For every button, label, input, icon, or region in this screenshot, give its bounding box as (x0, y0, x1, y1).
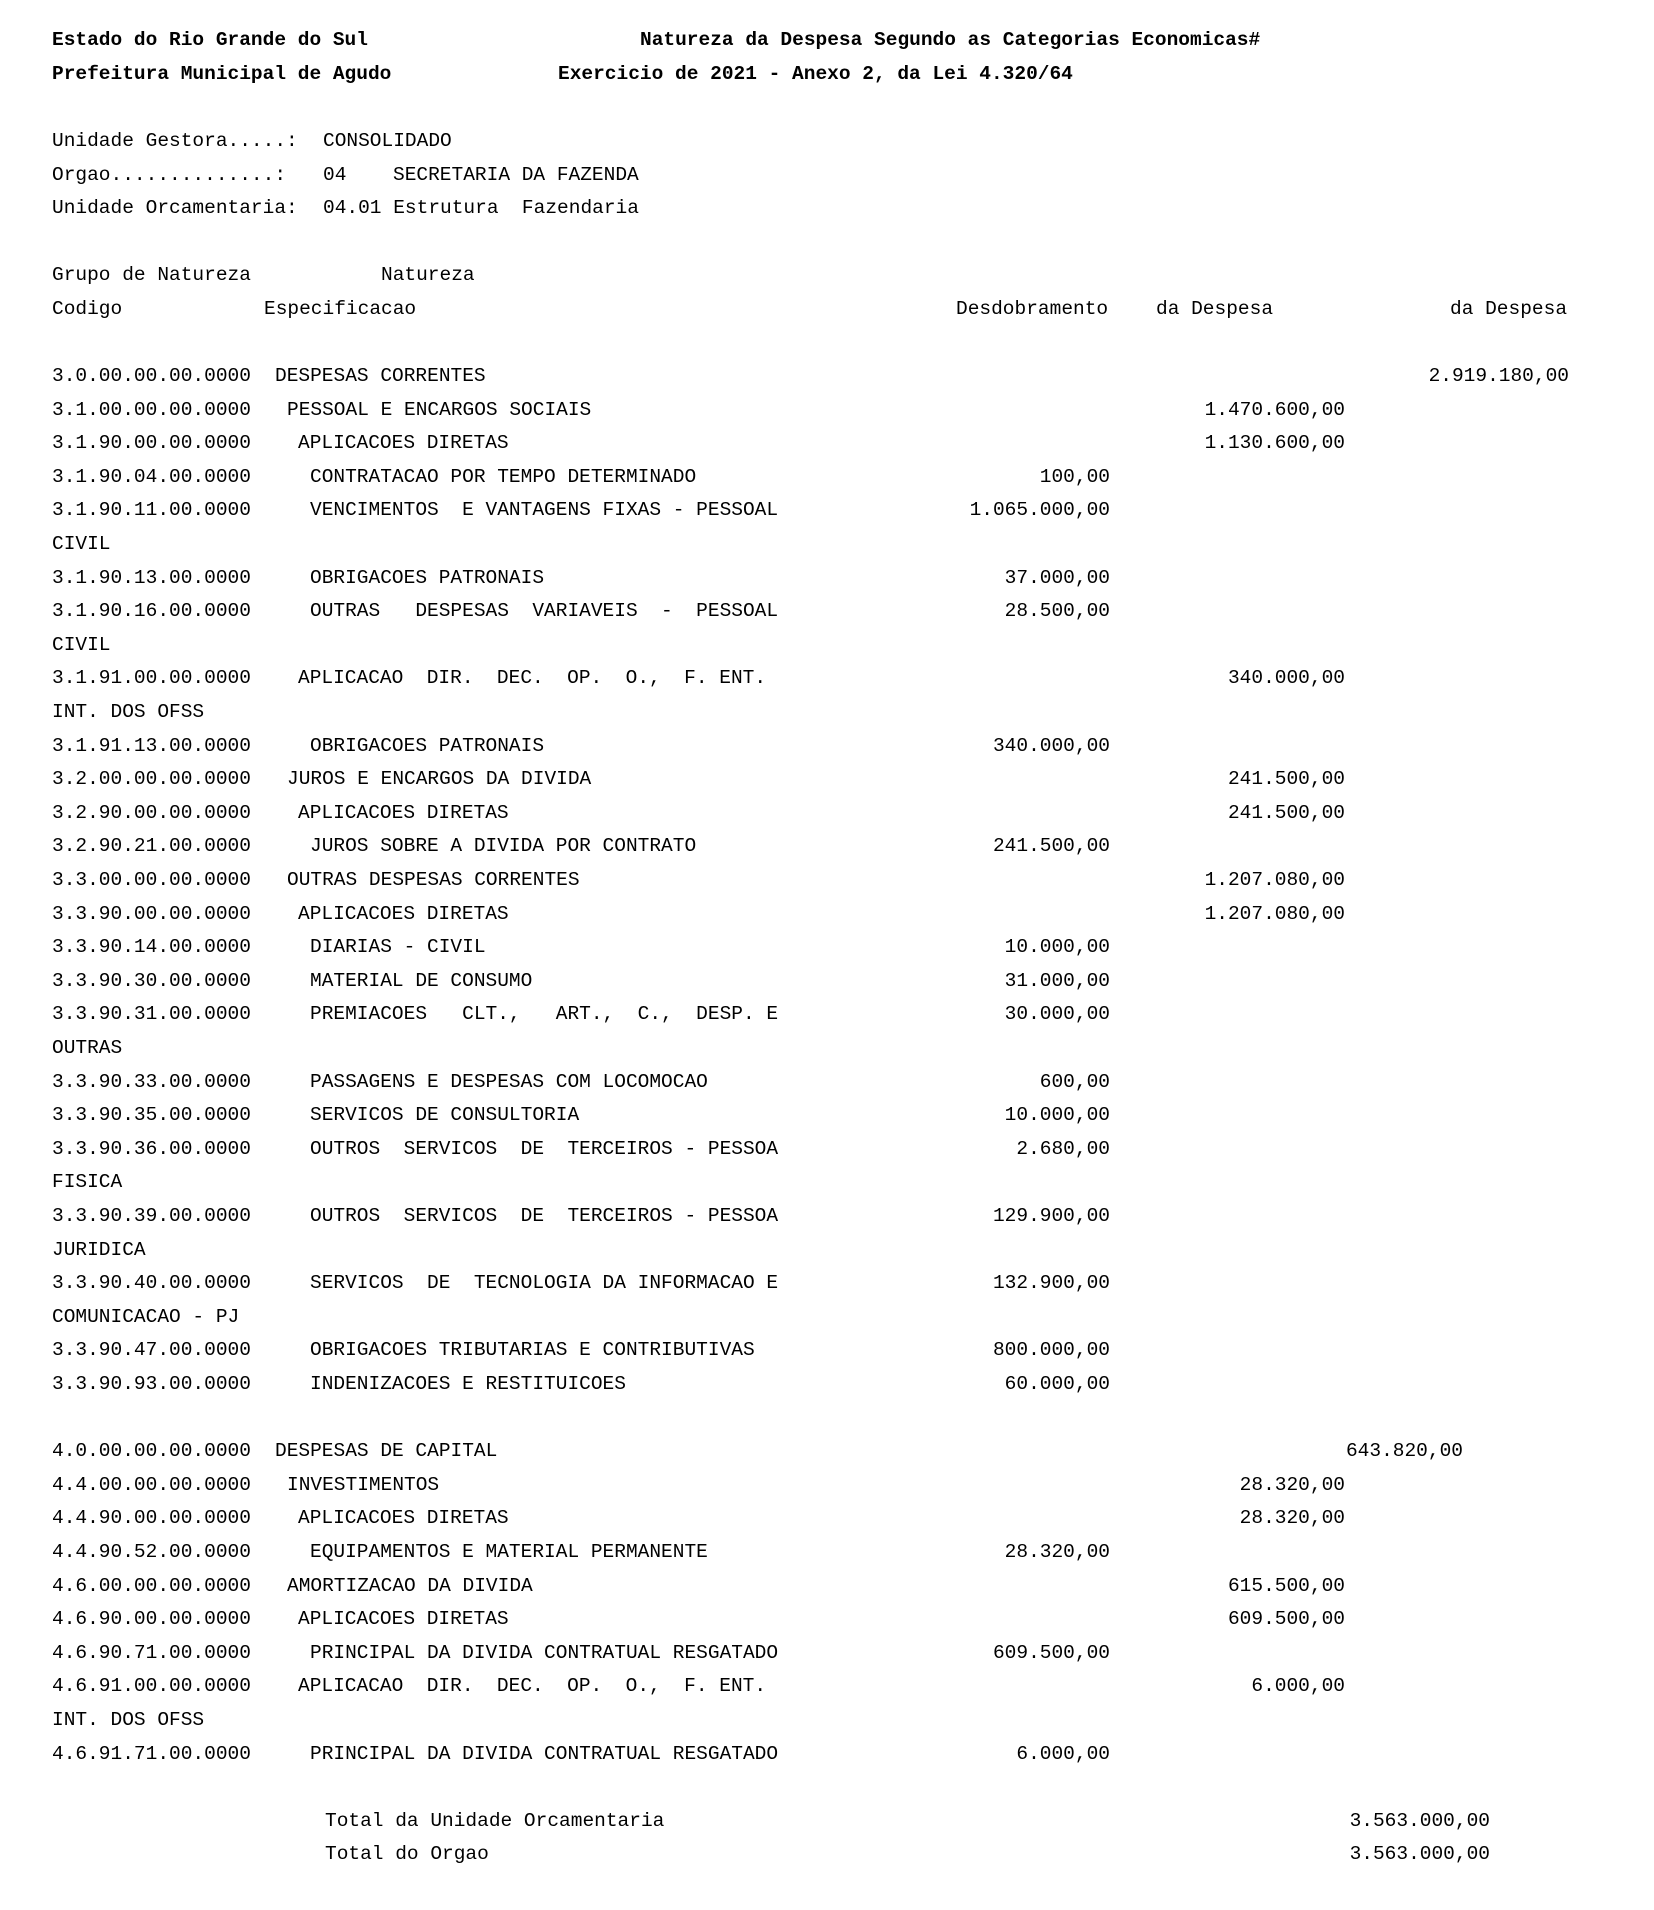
row-categoria-value: 643.820,00 (1345, 1440, 1463, 1463)
row-code: 3.2.90.00.00.0000 (52, 801, 251, 824)
row-natureza-value: 241.500,00 (1227, 768, 1345, 791)
row-specification: PESSOAL E ENCARGOS SOCIAIS (287, 398, 592, 421)
row-code: 3.3.90.36.00.0000 (52, 1137, 251, 1160)
row-code: 3.3.90.93.00.0000 (52, 1373, 251, 1395)
row-code: 3.3.90.00.00.0000 (52, 902, 251, 925)
row-code: 3.1.91.13.00.0000 (52, 734, 251, 757)
row-code: 3.1.90.13.00.0000 (52, 566, 251, 589)
report-title: Natureza da Despesa Segundo as Categorias Economicas# (640, 29, 1261, 51)
row-specification: PREMIACOES CLT., ART., C., DESP. E (310, 1003, 779, 1026)
row-specification: CONTRATACAO POR TEMPO DETERMINADO (310, 465, 697, 488)
row-specification: PASSAGENS E DESPESAS COM LOCOMOCAO (310, 1070, 708, 1093)
row-desdobramento-value: 132.900,00 (992, 1272, 1110, 1295)
row-specification: EQUIPAMENTOS E MATERIAL PERMANENTE (310, 1541, 708, 1563)
row-code: 3.3.90.31.00.0000 (52, 1003, 251, 1026)
row-specification: PRINCIPAL DA DIVIDA CONTRATUAL RESGATADO (310, 1641, 779, 1664)
row-natureza-value: 615.500,00 (1227, 1574, 1345, 1597)
row-desdobramento-value: 600,00 (1039, 1070, 1110, 1093)
row-code: 3.1.91.00.00.0000 (52, 667, 251, 690)
row-specification-continued: INT. DOS OFSS (52, 701, 205, 723)
row-code: 4.0.00.00.00.0000 (52, 1440, 251, 1463)
row-code: 3.1.00.00.00.0000 (52, 398, 251, 421)
row-code: 3.1.90.11.00.0000 (52, 499, 251, 522)
row-desdobramento-value: 800.000,00 (992, 1339, 1110, 1362)
col-header-natureza: Natureza (381, 264, 475, 286)
row-code: 3.3.90.14.00.0000 (52, 936, 251, 959)
row-specification-continued: FISICA (52, 1171, 123, 1194)
row-code: 4.6.00.00.00.0000 (52, 1574, 251, 1597)
row-specification: APLICACAO DIR. DEC. OP. O., F. ENT. (298, 667, 767, 690)
row-specification: SERVICOS DE CONSULTORIA (310, 1104, 580, 1127)
row-natureza-value: 28.320,00 (1239, 1507, 1345, 1530)
row-specification: INDENIZACOES E RESTITUICOES (310, 1373, 626, 1395)
row-specification: APLICACOES DIRETAS (298, 1608, 509, 1631)
row-code: 3.3.00.00.00.0000 (52, 869, 251, 891)
row-specification: AMORTIZACAO DA DIVIDA (287, 1574, 533, 1597)
row-specification: OUTRAS DESPESAS VARIAVEIS - PESSOAL (310, 600, 779, 623)
row-specification: OUTROS SERVICOS DE TERCEIROS - PESSOA (310, 1137, 779, 1160)
row-specification: MATERIAL DE CONSUMO (310, 969, 533, 992)
row-desdobramento-value: 10.000,00 (1004, 1104, 1110, 1127)
row-specification-continued: COMUNICACAO - PJ (52, 1305, 240, 1328)
col-header-grupo: Grupo de Natureza (52, 264, 251, 286)
row-natureza-value: 28.320,00 (1239, 1473, 1345, 1496)
col-header-codigo: Codigo (52, 298, 123, 320)
row-specification: OUTRAS DESPESAS CORRENTES (287, 869, 580, 891)
row-specification: JUROS E ENCARGOS DA DIVIDA (287, 768, 592, 791)
row-code: 3.1.90.00.00.0000 (52, 432, 251, 455)
row-specification-continued: JURIDICA (52, 1238, 146, 1261)
row-code: 3.3.90.47.00.0000 (52, 1339, 251, 1362)
row-code: 4.4.90.00.00.0000 (52, 1507, 251, 1530)
row-desdobramento-value: 28.500,00 (1004, 600, 1110, 623)
orgao-code: 04 (323, 164, 347, 186)
gestora-value: CONSOLIDADO (323, 130, 452, 152)
row-code: 3.3.90.40.00.0000 (52, 1272, 251, 1295)
col-header-da-despesa-natureza: da Despesa (1156, 298, 1274, 320)
row-specification: DIARIAS - CIVIL (310, 936, 486, 959)
row-desdobramento-value: 37.000,00 (1004, 566, 1110, 589)
unidade-label: Unidade Orcamentaria: (52, 197, 298, 219)
row-code: 4.4.00.00.00.0000 (52, 1473, 251, 1496)
row-code: 3.1.90.04.00.0000 (52, 465, 251, 488)
row-desdobramento-value: 31.000,00 (1004, 969, 1110, 992)
row-specification: JUROS SOBRE A DIVIDA POR CONTRATO (310, 835, 697, 858)
row-categoria-value: 2.919.180,00 (1428, 365, 1569, 387)
row-desdobramento-value: 241.500,00 (992, 835, 1110, 858)
row-specification: APLICACOES DIRETAS (298, 902, 509, 925)
row-specification: APLICACOES DIRETAS (298, 1507, 509, 1530)
row-code: 3.3.90.33.00.0000 (52, 1070, 251, 1093)
row-code: 4.4.90.52.00.0000 (52, 1541, 251, 1563)
row-code: 4.6.90.71.00.0000 (52, 1641, 251, 1664)
row-specification: OBRIGACOES PATRONAIS (310, 566, 545, 589)
row-desdobramento-value: 1.065.000,00 (969, 499, 1110, 522)
row-desdobramento-value: 340.000,00 (992, 734, 1110, 757)
row-natureza-value: 340.000,00 (1227, 667, 1345, 690)
row-specification: INVESTIMENTOS (287, 1473, 440, 1496)
row-natureza-value: 1.207.080,00 (1204, 902, 1345, 925)
row-specification: DESPESAS CORRENTES (275, 365, 486, 387)
col-header-especificacao: Especificacao (264, 298, 417, 320)
row-specification: APLICACOES DIRETAS (298, 801, 509, 824)
row-specification-continued: CIVIL (52, 533, 111, 555)
row-code: 3.1.90.16.00.0000 (52, 600, 251, 623)
total-value: 3.563.000,00 (1349, 1843, 1490, 1866)
row-desdobramento-value: 609.500,00 (992, 1641, 1110, 1664)
row-specification-continued: CIVIL (52, 633, 111, 656)
row-desdobramento-value: 30.000,00 (1004, 1003, 1110, 1026)
row-code: 3.2.90.21.00.0000 (52, 835, 251, 858)
row-natureza-value: 609.500,00 (1227, 1608, 1345, 1631)
row-natureza-value: 1.130.600,00 (1204, 432, 1345, 455)
row-desdobramento-value: 6.000,00 (1016, 1742, 1110, 1765)
row-specification: OBRIGACOES PATRONAIS (310, 734, 545, 757)
gestora-label: Unidade Gestora.....: (52, 130, 298, 152)
row-specification-continued: INT. DOS OFSS (52, 1709, 205, 1731)
row-specification: PRINCIPAL DA DIVIDA CONTRATUAL RESGATADO (310, 1742, 779, 1765)
row-code: 3.2.00.00.00.0000 (52, 768, 251, 791)
state-name: Estado do Rio Grande do Sul (52, 29, 368, 51)
row-specification-continued: OUTRAS (52, 1037, 123, 1059)
orgao-label: Orgao..............: (52, 164, 287, 186)
row-desdobramento-value: 28.320,00 (1004, 1541, 1110, 1563)
row-code: 3.3.90.39.00.0000 (52, 1205, 251, 1227)
total-label: Total do Orgao (325, 1843, 489, 1866)
row-natureza-value: 1.470.600,00 (1204, 398, 1345, 421)
row-desdobramento-value: 100,00 (1039, 465, 1110, 488)
row-natureza-value: 6.000,00 (1251, 1675, 1345, 1698)
row-code: 4.6.90.00.00.0000 (52, 1608, 251, 1631)
row-specification: SERVICOS DE TECNOLOGIA DA INFORMACAO E (310, 1272, 779, 1295)
row-desdobramento-value: 129.900,00 (992, 1205, 1110, 1227)
total-value: 3.563.000,00 (1349, 1809, 1490, 1832)
row-code: 4.6.91.00.00.0000 (52, 1675, 251, 1698)
row-specification: DESPESAS DE CAPITAL (275, 1440, 498, 1463)
row-code: 4.6.91.71.00.0000 (52, 1742, 251, 1765)
row-natureza-value: 1.207.080,00 (1204, 869, 1345, 891)
row-specification: VENCIMENTOS E VANTAGENS FIXAS - PESSOAL (310, 499, 779, 522)
row-code: 3.0.00.00.00.0000 (52, 365, 251, 387)
row-natureza-value: 241.500,00 (1227, 801, 1345, 824)
exercise-subtitle: Exercicio de 2021 - Anexo 2, da Lei 4.320/64 (558, 63, 1073, 85)
orgao-name: SECRETARIA DA FAZENDA (393, 164, 639, 186)
row-specification: APLICACOES DIRETAS (298, 432, 509, 455)
row-desdobramento-value: 10.000,00 (1004, 936, 1110, 959)
total-label: Total da Unidade Orcamentaria (325, 1809, 665, 1832)
municipality-name: Prefeitura Municipal de Agudo (52, 63, 392, 85)
row-desdobramento-value: 60.000,00 (1004, 1373, 1110, 1395)
unidade-value: 04.01 Estrutura Fazendaria (323, 197, 639, 219)
row-specification: OBRIGACOES TRIBUTARIAS E CONTRIBUTIVAS (310, 1339, 755, 1362)
row-specification: OUTROS SERVICOS DE TERCEIROS - PESSOA (310, 1205, 779, 1227)
row-code: 3.3.90.30.00.0000 (52, 969, 251, 992)
col-header-desdobramento: Desdobramento (956, 298, 1109, 320)
col-header-da-despesa-categoria: da Despesa (1450, 298, 1568, 320)
row-code: 3.3.90.35.00.0000 (52, 1104, 251, 1127)
row-specification: APLICACAO DIR. DEC. OP. O., F. ENT. (298, 1675, 767, 1698)
row-desdobramento-value: 2.680,00 (1016, 1137, 1110, 1160)
